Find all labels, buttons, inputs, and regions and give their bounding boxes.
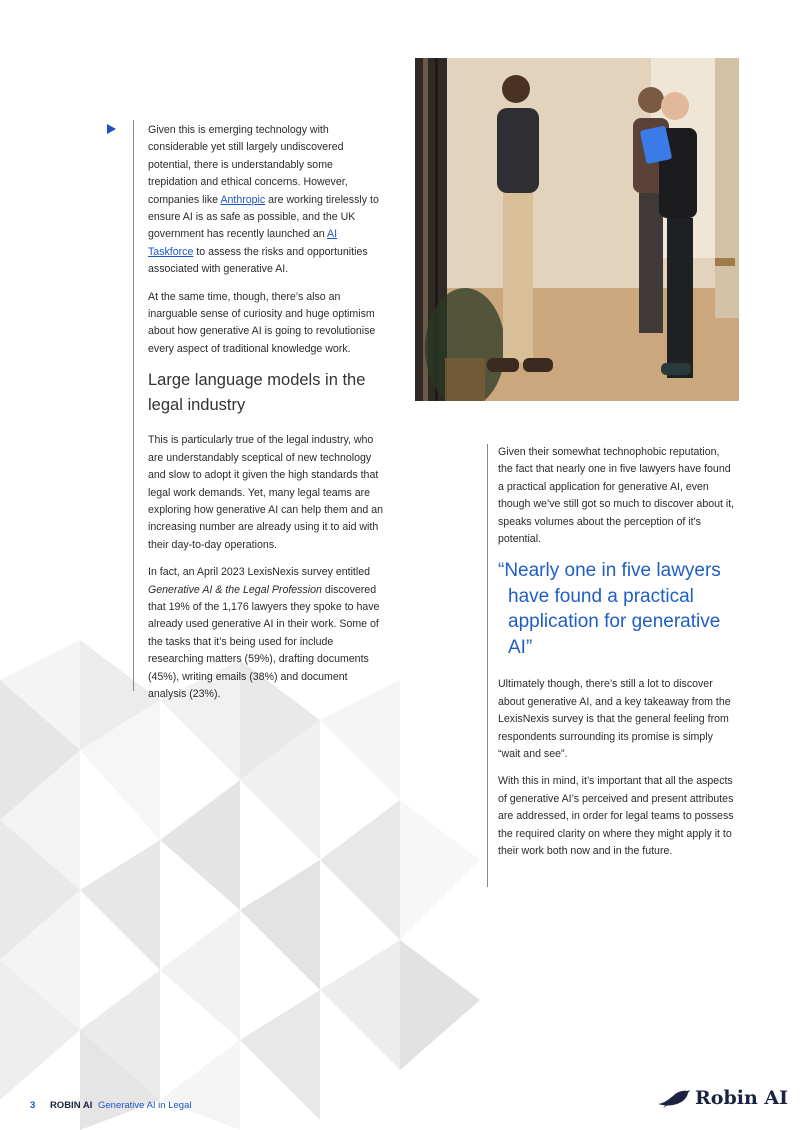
anthropic-link[interactable]: Anthropic xyxy=(220,193,266,206)
left-column xyxy=(133,120,385,700)
intro-paragraph xyxy=(148,122,385,279)
section-heading: Large language models in the legal industry xyxy=(148,371,366,415)
conclusion-paragraph: With this in mind, it’s important that all the aspects of generative AI’s perceived and present attributes are addressed, in order for legal teams to possess the required clarity on where they might apply it to their work both now and in the future. xyxy=(498,775,734,858)
robin-ai-logo xyxy=(657,1087,788,1109)
footer-brand: ROBIN AI xyxy=(49,1100,93,1111)
takeaway-paragraph: Ultimately though, there’s still a lot to discover about generative AI, and a key takeaway from the LexisNexis survey is that the general feeling from respondents surrounding its promise is simply “wait and see”. xyxy=(498,678,731,761)
survey-text-2: discovered that 19% of the 1,176 lawyers they spoke to have already used generative AI in their work. Some of the tasks that it’s being used for include researching matters (59%), drafting documents (45%), writing emails (38%) and document analysis (23%). xyxy=(148,583,380,700)
intro-text-3: to assess the risks and opportunities associated with generative AI. xyxy=(148,245,368,276)
background-triangle-pattern xyxy=(0,640,520,1130)
pull-quote-line-1: “Nearly one in five lawyers xyxy=(498,560,721,582)
section-marker-arrow xyxy=(107,124,116,134)
office-meeting-photo xyxy=(415,58,739,401)
right-column xyxy=(487,444,737,887)
pull-quote-rest: have found a practical application for generative AI” xyxy=(508,585,721,658)
robin-bird-icon xyxy=(657,1088,691,1108)
survey-paragraph xyxy=(148,564,385,703)
survey-title: Generative AI & the Legal Profession xyxy=(148,583,322,596)
footer-subtitle: Generative AI in Legal xyxy=(97,1100,192,1111)
survey-text-1: In fact, an April 2023 LexisNexis survey entitled xyxy=(148,566,370,579)
reputation-paragraph: Given their somewhat technophobic reputation, the fact that nearly one in five lawyers have found a practical application for generative AI, even though we’ve still got so much to discover about it, speaks volumes about the perception of it’s potential. xyxy=(498,446,735,546)
legal-industry-paragraph: This is particularly true of the legal industry, who are understandably sceptical of new technology and slow to adopt it given the high standards that legal work demands. Yet, many legal teams are exploring how generative AI can help them and an increasing number are already using it to aid with their day-to-day operations. xyxy=(148,434,383,551)
logo-wordmark: Robin AI xyxy=(695,1087,789,1109)
intro-text-2: are working tirelessly to ensure AI is as safe as possible, and the UK government has recently launched an xyxy=(148,193,379,241)
pull-quote xyxy=(498,558,737,660)
page-number: 3 xyxy=(30,1100,36,1111)
optimism-paragraph: At the same time, though, there’s also an inarguable sense of curiosity and huge optimism about how generative AI is going to revolutionise every aspect of traditional knowledge work. xyxy=(148,290,376,355)
intro-text-1: Given this is emerging technology with considerable yet still largely undiscovered potential, there is understandably some trepidation and ethical concerns. However, companies like xyxy=(148,124,348,206)
ai-taskforce-link[interactable]: AI Taskforce xyxy=(148,228,338,258)
page-footer xyxy=(30,1100,191,1111)
